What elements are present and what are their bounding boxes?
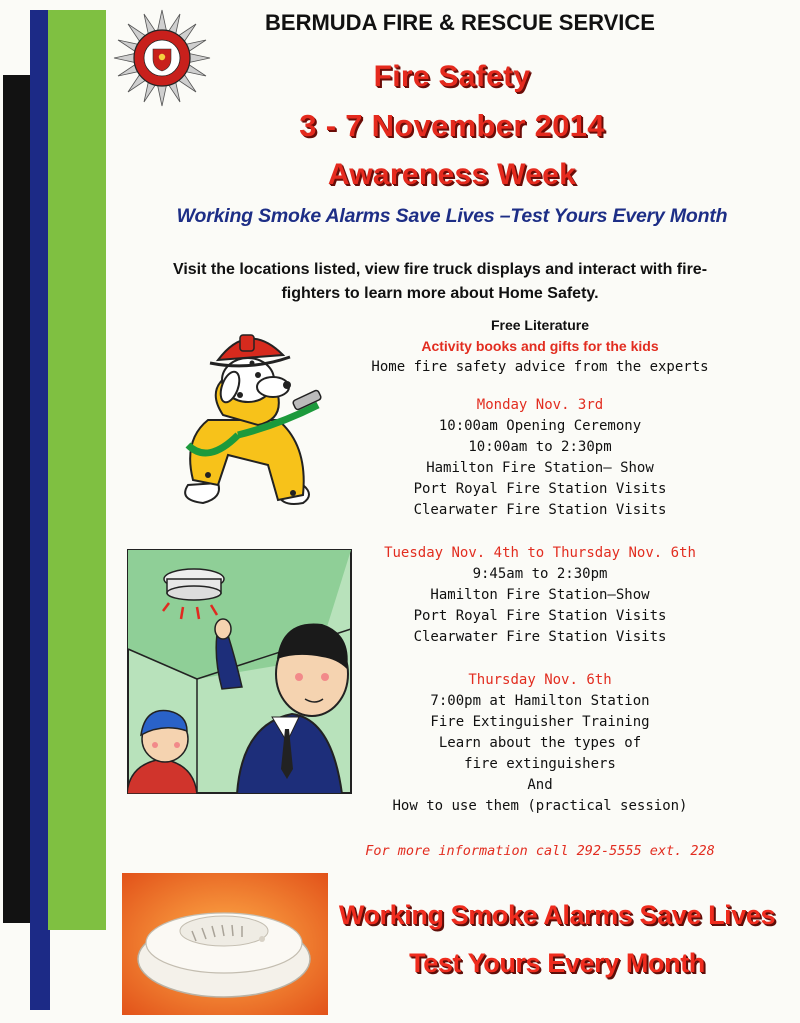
tuesday-line: 9:45am to 2:30pm [472, 566, 608, 582]
title-line-3: Awareness Week [327, 158, 577, 191]
thursday-line: fire extinguishers [464, 756, 616, 772]
thursday-line: Learn about the types of [438, 735, 642, 751]
monday-line: Clearwater Fire Station Visits [413, 502, 667, 518]
blue-stripe [30, 10, 50, 1010]
thursday-line: How to use them (practical session) [392, 798, 688, 814]
literature-heading: Free Literature [490, 317, 590, 333]
thursday-line: 7:00pm at Hamilton Station [430, 693, 650, 709]
monday-line: 10:00am to 2:30pm [468, 439, 612, 455]
smoke-alarm-photo [122, 873, 328, 1015]
monday-line: 10:00am Opening Ceremony [438, 418, 642, 434]
footer-line-2: Test Yours Every Month [409, 948, 705, 978]
smoke-detector-scene-illustration [127, 549, 352, 794]
tuesday-heading: Tuesday Nov. 4th to Thursday Nov. 6th [384, 545, 696, 561]
monday-line: Hamilton Fire Station– Show [426, 460, 654, 476]
thursday-line: And [527, 777, 553, 793]
thursday-section [330, 670, 750, 817]
organization-name: BERMUDA FIRE & RESCUE SERVICE [265, 10, 655, 35]
intro-paragraph: Visit the locations listed, view fire truck displays and interact with fire-fighters to learn more about Home Safety. [172, 261, 708, 302]
thursday-line: Fire Extinguisher Training [430, 714, 650, 730]
green-stripe [48, 10, 106, 930]
footer-line-1: Working Smoke Alarms Save Lives [338, 900, 776, 930]
thursday-heading: Thursday Nov. 6th [468, 672, 612, 688]
tuesday-line: Port Royal Fire Station Visits [413, 608, 667, 624]
tuesday-section [330, 543, 750, 648]
tuesday-line: Clearwater Fire Station Visits [413, 629, 667, 645]
tuesday-line: Hamilton Fire Station—Show [430, 587, 650, 603]
more-info-contact: For more information call 292-5555 ext. 228 [365, 843, 715, 859]
literature-kids: Activity books and gifts for the kids [421, 338, 659, 354]
dalmatian-firefighter-illustration [168, 325, 328, 510]
title-line-2: 3 - 7 November 2014 [299, 108, 605, 143]
monday-line: Port Royal Fire Station Visits [413, 481, 667, 497]
monday-section [330, 395, 750, 521]
free-literature-section [330, 315, 750, 378]
literature-advice: Home fire safety advice from the experts [371, 359, 709, 375]
tagline: Working Smoke Alarms Save Lives –Test Yours Every Month [176, 205, 728, 227]
monday-heading: Monday Nov. 3rd [476, 397, 604, 413]
title-line-1: Fire Safety [373, 60, 531, 93]
